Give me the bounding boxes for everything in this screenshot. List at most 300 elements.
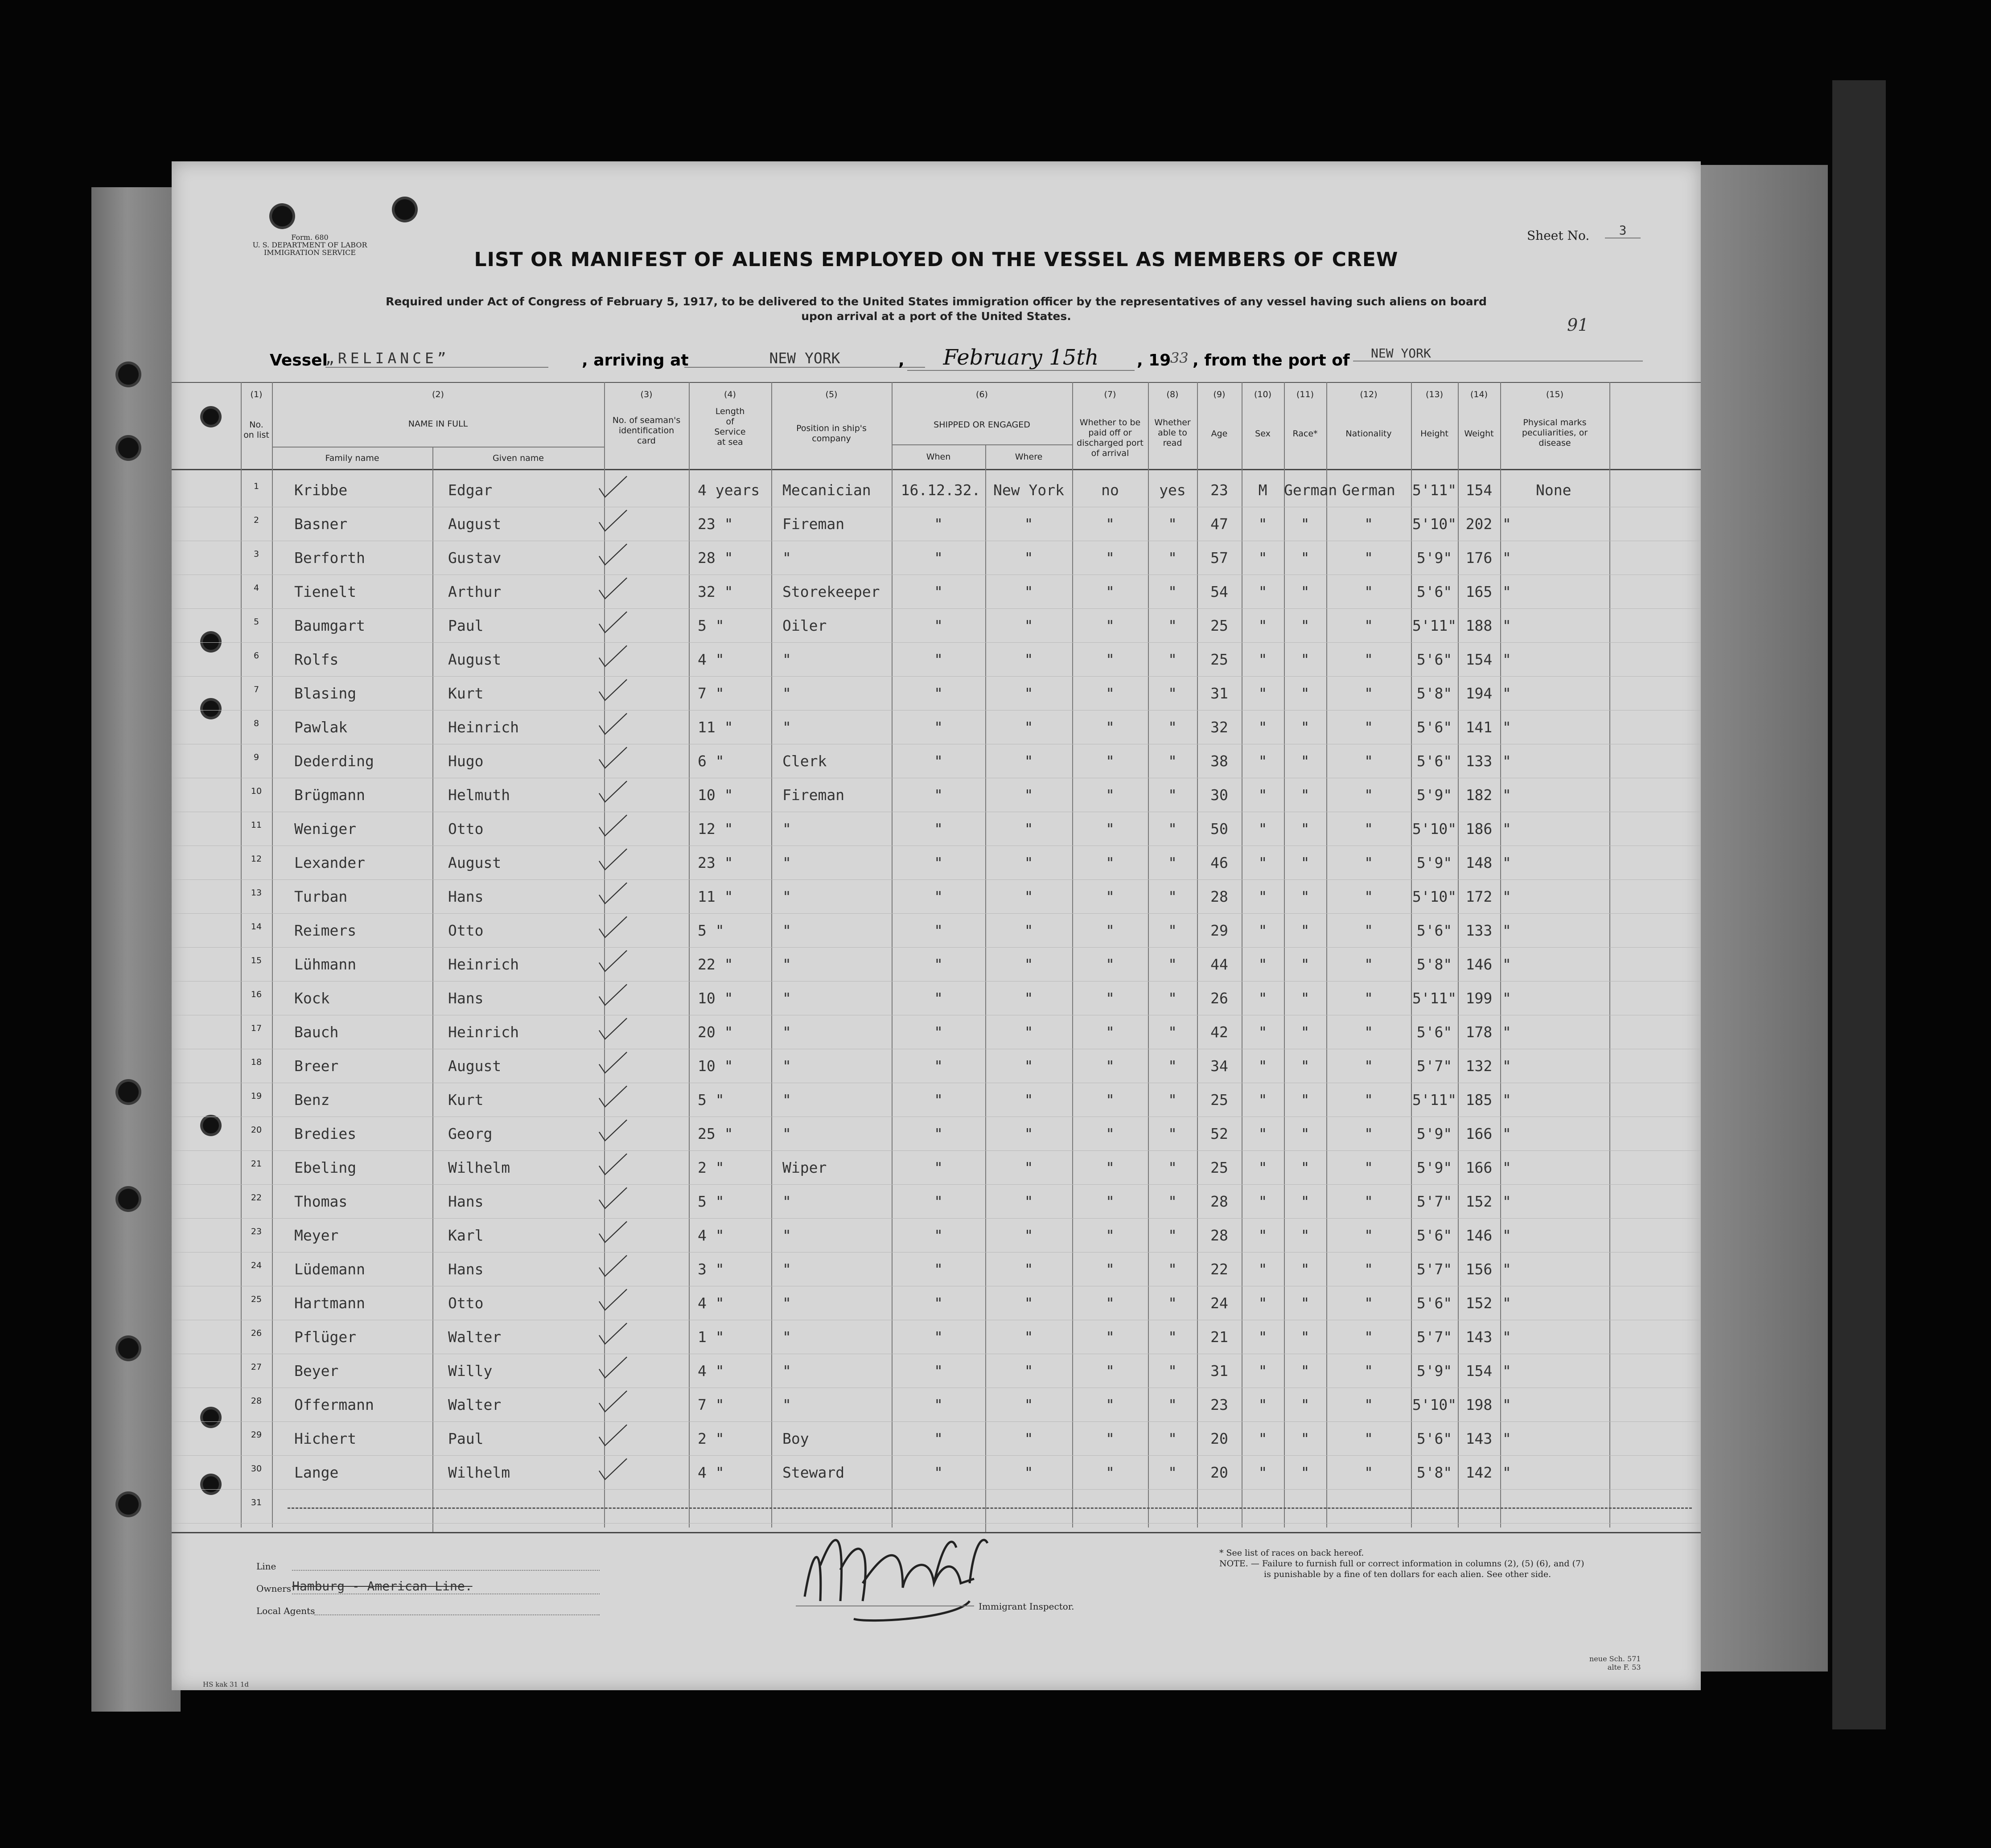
cell-family: Bredies: [294, 1125, 357, 1142]
cell-paid: ": [1106, 583, 1115, 600]
id-card-check-mark: [597, 677, 629, 710]
cell-given: Walter: [448, 1396, 502, 1413]
cell-paid: ": [1106, 1430, 1115, 1447]
table-row: [172, 1388, 1701, 1422]
cell-weight: 156: [1465, 1261, 1493, 1278]
cell-race: ": [1300, 1125, 1310, 1142]
cell-nationality: ": [1364, 1023, 1373, 1041]
cell-nationality: ": [1364, 617, 1373, 634]
cell-family: Tienelt: [294, 583, 357, 600]
col-num-3: (3): [640, 390, 653, 399]
cell-no: 28: [251, 1396, 262, 1406]
cell-age: 28: [1210, 888, 1228, 905]
id-card-check-mark: [597, 914, 629, 947]
cell-where: ": [1024, 1227, 1033, 1244]
cell-position: ": [782, 1261, 791, 1278]
cell-read: ": [1168, 854, 1177, 871]
cell-marks: ": [1502, 1430, 1511, 1447]
cell-position: ": [782, 1125, 791, 1142]
cell-read: ": [1168, 549, 1177, 567]
cell-service: 1 ": [698, 1328, 724, 1346]
cell-paid: ": [1106, 515, 1115, 533]
cell-read: ": [1168, 651, 1177, 668]
cell-nationality: ": [1364, 685, 1373, 702]
cell-position: ": [782, 1328, 791, 1346]
cell-paid: ": [1106, 990, 1115, 1007]
cell-age: 50: [1210, 820, 1228, 838]
cell-where: ": [1024, 1294, 1033, 1312]
table-row: [172, 846, 1701, 880]
cell-read: ": [1168, 1159, 1177, 1176]
cell-when: ": [934, 1261, 943, 1278]
arriving-port: NEW YORK: [684, 349, 925, 368]
cell-position: ": [782, 685, 791, 702]
cell-race: ": [1300, 854, 1310, 871]
cell-service: 4 ": [698, 651, 724, 668]
cell-weight: 133: [1465, 922, 1493, 939]
cell-height: 5'9": [1416, 549, 1452, 567]
binder-hole: [118, 1189, 139, 1209]
cell-position: ": [782, 888, 791, 905]
cell-service: 4 ": [698, 1227, 724, 1244]
sheet-label: Sheet No.: [1527, 228, 1590, 243]
cell-race: ": [1300, 990, 1310, 1007]
table-row: [172, 1151, 1701, 1185]
cell-nationality: ": [1364, 922, 1373, 939]
cell-where: ": [1024, 1464, 1033, 1481]
cell-race: ": [1300, 515, 1310, 533]
cell-marks: ": [1502, 583, 1511, 600]
cell-height: 5'11": [1412, 990, 1457, 1007]
cell-nationality: ": [1364, 651, 1373, 668]
cell-read: ": [1168, 1430, 1177, 1447]
page-number-handwritten: 91: [1567, 315, 1589, 335]
cell-race: ": [1300, 1227, 1310, 1244]
cell-marks: ": [1502, 922, 1511, 939]
cell-where: ": [1024, 786, 1033, 804]
cell-paid: ": [1106, 1091, 1115, 1109]
table-row: [172, 1219, 1701, 1253]
cell-nationality: ": [1364, 515, 1373, 533]
cell-given: Otto: [448, 1294, 484, 1312]
cell-given: Gustav: [448, 549, 502, 567]
cell-paid: ": [1106, 820, 1115, 838]
cell-where: ": [1024, 1091, 1033, 1109]
id-card-check-mark: [597, 1117, 629, 1150]
table-row: [172, 778, 1701, 812]
cell-service: 28 ": [698, 549, 733, 567]
cell-read: ": [1168, 922, 1177, 939]
header-paid-off: Whether to be paid off or discharged port of arrival: [1077, 418, 1144, 458]
cell-family: Blasing: [294, 685, 357, 702]
table-row: [172, 541, 1701, 575]
cell-height: 5'7": [1416, 1328, 1452, 1346]
cell-position: ": [782, 820, 791, 838]
binder-hole: [118, 1338, 139, 1359]
cell-service: 5 ": [698, 1193, 724, 1210]
cell-height: 5'6": [1416, 752, 1452, 770]
cell-race: ": [1300, 1362, 1310, 1380]
line-label: Line: [256, 1561, 276, 1572]
header-nationality: Nationality: [1345, 429, 1392, 439]
cell-nationality: ": [1364, 1294, 1373, 1312]
cell-where: ": [1024, 617, 1033, 634]
cell-family: Thomas: [294, 1193, 348, 1210]
cell-no: 2: [253, 515, 259, 525]
binder-hole: [118, 364, 139, 385]
cell-when: ": [934, 888, 943, 905]
cell-marks: ": [1502, 719, 1511, 736]
cell-no: 3: [253, 549, 259, 559]
cell-no: 22: [251, 1193, 262, 1203]
printer-code: HS kak 31 1d: [203, 1680, 249, 1688]
header-position: Position in ship's company: [796, 423, 867, 444]
cell-race: ": [1300, 1091, 1310, 1109]
cell-race: ": [1300, 888, 1310, 905]
table-row: [172, 914, 1701, 948]
cell-weight: 166: [1465, 1159, 1493, 1176]
department-name: U. S. DEPARTMENT OF LABOR: [252, 241, 367, 249]
cell-read: ": [1168, 990, 1177, 1007]
cell-family: Lexander: [294, 854, 365, 871]
cell-given: August: [448, 1057, 502, 1075]
cell-paid: ": [1106, 1227, 1115, 1244]
id-card-check-mark: [597, 1049, 629, 1083]
cell-nationality: ": [1364, 719, 1373, 736]
cell-family: Kribbe: [294, 481, 348, 499]
table-row: [172, 677, 1701, 710]
id-card-check-mark: [597, 1151, 629, 1184]
cell-sex: ": [1258, 1430, 1267, 1447]
cell-sex: ": [1258, 922, 1267, 939]
schedule-old: alte F. 53: [1607, 1663, 1641, 1671]
cell-given: Hugo: [448, 752, 484, 770]
header-when: When: [926, 452, 951, 462]
cell-position: Wiper: [782, 1159, 827, 1176]
id-card-check-mark: [597, 744, 629, 778]
cell-nationality: ": [1364, 549, 1373, 567]
cell-nationality: ": [1364, 1125, 1373, 1142]
cell-nationality: ": [1364, 1362, 1373, 1380]
cell-service: 5 ": [698, 922, 724, 939]
cell-paid: ": [1106, 1464, 1115, 1481]
punch-hole: [395, 199, 415, 220]
line-field-rule: [292, 1570, 600, 1571]
agents-field-rule: [314, 1614, 600, 1615]
cell-weight: 176: [1465, 549, 1493, 567]
cell-sex: ": [1258, 719, 1267, 736]
cell-read: ": [1168, 617, 1177, 634]
cell-weight: 133: [1465, 752, 1493, 770]
binder-hole: [118, 1494, 139, 1515]
id-card-check-mark: [597, 1388, 629, 1421]
id-card-check-mark: [597, 1185, 629, 1218]
cell-position: Oiler: [782, 617, 827, 634]
cell-race: ": [1300, 1430, 1310, 1447]
cell-family: Lange: [294, 1464, 339, 1481]
cell-age: 23: [1210, 481, 1228, 499]
cell-paid: ": [1106, 888, 1115, 905]
cell-weight: 202: [1465, 515, 1493, 533]
header-no-on-list: No. on list: [243, 420, 269, 440]
cell-given: Willy: [448, 1362, 493, 1380]
cell-weight: 154: [1465, 481, 1493, 499]
cell-height: 5'6": [1416, 1294, 1452, 1312]
cell-given: Paul: [448, 617, 484, 634]
cell-no: 9: [253, 752, 259, 762]
cell-age: 25: [1210, 651, 1228, 668]
cell-given: Otto: [448, 922, 484, 939]
cell-given: August: [448, 854, 502, 871]
cell-where: ": [1024, 1362, 1033, 1380]
cell-nationality: ": [1364, 1159, 1373, 1176]
cell-position: Fireman: [782, 515, 845, 533]
cell-age: 46: [1210, 854, 1228, 871]
cell-height: 5'9": [1416, 1159, 1452, 1176]
cell-where: ": [1024, 820, 1033, 838]
cell-marks: ": [1502, 1261, 1511, 1278]
cell-race: ": [1300, 1328, 1310, 1346]
cell-paid: ": [1106, 685, 1115, 702]
cell-service: 20 ": [698, 1023, 733, 1041]
cell-when: ": [934, 583, 943, 600]
id-card-check-mark: [597, 1219, 629, 1252]
cell-where: ": [1024, 1125, 1033, 1142]
cell-given: Paul: [448, 1430, 484, 1447]
cell-family: Benz: [294, 1091, 330, 1109]
cell-age: 32: [1210, 719, 1228, 736]
cell-paid: ": [1106, 854, 1115, 871]
cell-service: 4 ": [698, 1362, 724, 1380]
cell-race: ": [1300, 956, 1310, 973]
cell-sex: ": [1258, 1159, 1267, 1176]
unused-row-strike: [288, 1507, 1692, 1509]
cell-read: ": [1168, 752, 1177, 770]
cell-marks: ": [1502, 786, 1511, 804]
cell-weight: 182: [1465, 786, 1493, 804]
cell-race: ": [1300, 786, 1310, 804]
cell-marks: ": [1502, 1193, 1511, 1210]
cell-family: Basner: [294, 515, 348, 533]
cell-height: 5'6": [1416, 651, 1452, 668]
dark-backing-strip: [1832, 80, 1886, 1729]
cell-marks: ": [1502, 752, 1511, 770]
cell-where: ": [1024, 1193, 1033, 1210]
table-top-border: [172, 382, 1701, 383]
binder-hole: [118, 1082, 139, 1102]
cell-family: Lühmann: [294, 956, 357, 973]
cell-height: 5'10": [1412, 820, 1457, 838]
id-card-check-mark: [597, 541, 629, 575]
cell-service: 7 ": [698, 685, 724, 702]
cell-family: Dederding: [294, 752, 374, 770]
cell-given: Helmuth: [448, 786, 510, 804]
cell-when: ": [934, 1362, 943, 1380]
cell-race: ": [1300, 820, 1310, 838]
cell-race: ": [1300, 752, 1310, 770]
cell-where: ": [1024, 1430, 1033, 1447]
cell-when: ": [934, 990, 943, 1007]
cell-paid: ": [1106, 1261, 1115, 1278]
cell-sex: ": [1258, 786, 1267, 804]
cell-position: ": [782, 1227, 791, 1244]
cell-height: 5'9": [1416, 786, 1452, 804]
cell-height: 5'11": [1412, 1091, 1457, 1109]
cell-weight: 142: [1465, 1464, 1493, 1481]
cell-given: Hans: [448, 1261, 484, 1278]
cell-paid: ": [1106, 651, 1115, 668]
cell-height: 5'8": [1416, 1464, 1452, 1481]
cell-when: ": [934, 956, 943, 973]
cell-given: Otto: [448, 820, 484, 838]
cell-marks: ": [1502, 1125, 1511, 1142]
cell-sex: ": [1258, 1057, 1267, 1075]
cell-weight: 132: [1465, 1057, 1493, 1075]
cell-read: ": [1168, 1261, 1177, 1278]
cell-where: ": [1024, 1396, 1033, 1413]
cell-age: 20: [1210, 1464, 1228, 1481]
cell-when: ": [934, 549, 943, 567]
cell-age: 44: [1210, 956, 1228, 973]
id-card-check-mark: [597, 1354, 629, 1388]
cell-age: 26: [1210, 990, 1228, 1007]
cell-sex: ": [1258, 583, 1267, 600]
cell-family: Kock: [294, 990, 330, 1007]
table-row: [172, 981, 1701, 1015]
cell-age: 47: [1210, 515, 1228, 533]
cell-paid: ": [1106, 956, 1115, 973]
cell-when: ": [934, 1125, 943, 1142]
cell-nationality: ": [1364, 888, 1373, 905]
cell-sex: ": [1258, 888, 1267, 905]
document-subtitle: [305, 294, 1567, 324]
table-row: [172, 1320, 1701, 1354]
cell-weight: 194: [1465, 685, 1493, 702]
cell-read: ": [1168, 1091, 1177, 1109]
cell-read: ": [1168, 1396, 1177, 1413]
cell-where: ": [1024, 515, 1033, 533]
cell-age: 28: [1210, 1193, 1228, 1210]
cell-weight: 152: [1465, 1193, 1493, 1210]
cell-read: yes: [1159, 481, 1186, 499]
cell-height: 5'9": [1416, 854, 1452, 871]
cell-read: ": [1168, 515, 1177, 533]
cell-paid: ": [1106, 1328, 1115, 1346]
cell-service: 4 ": [698, 1294, 724, 1312]
cell-service: 5 ": [698, 1091, 724, 1109]
cell-given: Kurt: [448, 685, 484, 702]
cell-service: 10 ": [698, 990, 733, 1007]
cell-race: ": [1300, 1464, 1310, 1481]
table-row: [172, 1049, 1701, 1083]
cell-marks: ": [1502, 1159, 1511, 1176]
cell-given: Wilhelm: [448, 1159, 510, 1176]
cell-race: ": [1300, 1023, 1310, 1041]
table-row: [172, 1083, 1701, 1117]
cell-no: 14: [251, 922, 262, 932]
cell-when: ": [934, 854, 943, 871]
manifest-page: [172, 161, 1701, 1690]
cell-read: ": [1168, 1362, 1177, 1380]
cell-no: 17: [251, 1023, 262, 1033]
schedule-new: neue Sch. 571: [1589, 1655, 1641, 1663]
cell-read: ": [1168, 1464, 1177, 1481]
cell-no: 29: [251, 1430, 262, 1440]
cell-race: ": [1300, 1057, 1310, 1075]
cell-paid: ": [1106, 1193, 1115, 1210]
col-num-12: (12): [1360, 390, 1378, 399]
cell-weight: 143: [1465, 1328, 1493, 1346]
cell-nationality: ": [1364, 956, 1373, 973]
binder-hole: [118, 438, 139, 458]
cell-no: 23: [251, 1227, 262, 1236]
header-length-service: Length of Service at sea: [714, 407, 746, 447]
cell-marks: ": [1502, 685, 1511, 702]
cell-when: ": [934, 1193, 943, 1210]
cell-when: ": [934, 1464, 943, 1481]
from-port-label: , from the port of: [1193, 351, 1350, 370]
id-card-check-mark: [597, 1422, 629, 1455]
col-num-9: (9): [1213, 390, 1226, 399]
cell-service: 2 ": [698, 1430, 724, 1447]
cell-given: Heinrich: [448, 1023, 519, 1041]
cell-read: ": [1168, 1227, 1177, 1244]
cell-marks: None: [1536, 481, 1571, 499]
col-num-6: (6): [976, 390, 988, 399]
cell-weight: 165: [1465, 583, 1493, 600]
cell-read: ": [1168, 956, 1177, 973]
cell-height: 5'6": [1416, 1227, 1452, 1244]
cell-race: ": [1300, 617, 1310, 634]
cell-age: 52: [1210, 1125, 1228, 1142]
cell-sex: ": [1258, 549, 1267, 567]
binder-hole: [203, 409, 219, 425]
cell-position: Mecanician: [782, 481, 871, 499]
cell-where: ": [1024, 990, 1033, 1007]
cell-when: ": [934, 1294, 943, 1312]
cell-when: ": [934, 922, 943, 939]
cell-position: Clerk: [782, 752, 827, 770]
cell-age: 30: [1210, 786, 1228, 804]
cell-read: ": [1168, 1125, 1177, 1142]
cell-paid: ": [1106, 617, 1115, 634]
cell-no: 6: [253, 651, 259, 661]
cell-given: Edgar: [448, 481, 493, 499]
cell-sex: ": [1258, 956, 1267, 973]
cell-marks: ": [1502, 1396, 1511, 1413]
cell-when: ": [934, 786, 943, 804]
cell-sex: ": [1258, 1362, 1267, 1380]
cell-height: 5'7": [1416, 1193, 1452, 1210]
cell-age: 20: [1210, 1430, 1228, 1447]
cell-sex: ": [1258, 515, 1267, 533]
cell-height: 5'7": [1416, 1057, 1452, 1075]
cell-paid: no: [1101, 481, 1119, 499]
cell-age: 34: [1210, 1057, 1228, 1075]
cell-height: 5'6": [1416, 922, 1452, 939]
cell-given: Wilhelm: [448, 1464, 510, 1481]
cell-weight: 141: [1465, 719, 1493, 736]
id-card-check-mark: [597, 981, 629, 1015]
id-card-check-mark: [597, 812, 629, 846]
cell-marks: ": [1502, 1091, 1511, 1109]
cell-sex: ": [1258, 1261, 1267, 1278]
id-card-check-mark: [597, 1083, 629, 1117]
cell-family: Rolfs: [294, 651, 339, 668]
cell-when: ": [934, 719, 943, 736]
cell-when: ": [934, 515, 943, 533]
cell-height: 5'11": [1412, 617, 1457, 634]
